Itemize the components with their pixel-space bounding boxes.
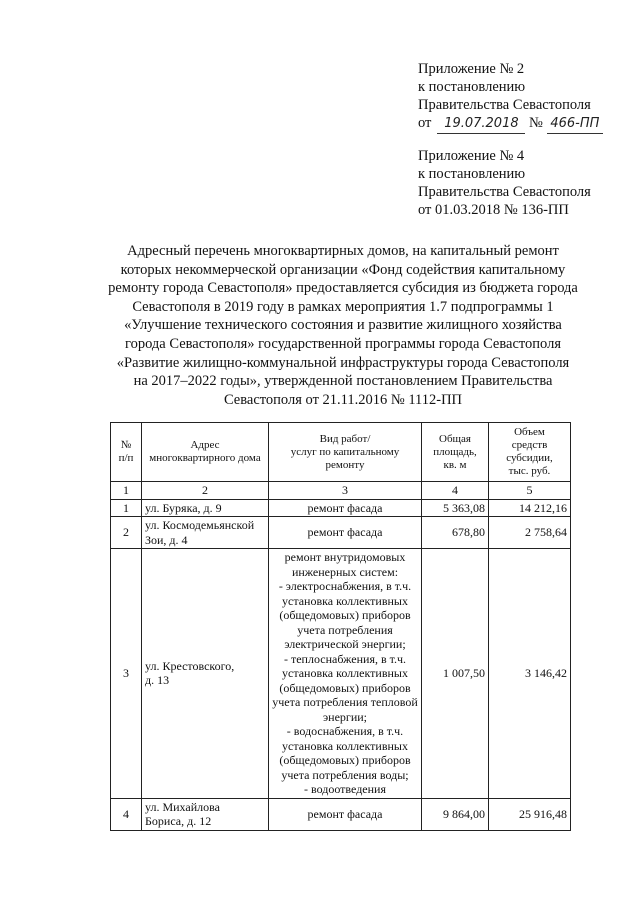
row-subsidy: 2 758,64 [489,517,571,549]
table-row [111,798,571,830]
heading-line: города Севастополя» государственной программы города Севастополя [124,335,562,352]
header-work: Вид работ/ услуг по капитальному ремонту [269,423,422,482]
table-header-row [111,423,571,482]
row-subsidy: 3 146,42 [489,549,571,799]
table-row [111,549,571,799]
row-subsidy: 14 212,16 [489,499,571,517]
row-num: 2 [111,517,142,549]
document-heading [100,242,586,409]
row-area: 9 864,00 [422,798,489,830]
heading-line: Севастополя в 2019 году в рамках мероприятия 1.7 подпрограммы 1 [132,298,554,315]
row-area: 5 363,08 [422,499,489,517]
heading-line: которых некоммерческой организации «Фонд содействия капитальному [120,261,566,278]
header-address: Адрес многоквартирного дома [142,423,269,482]
row-area: 1 007,50 [422,549,489,799]
column-number: 1 [111,482,142,500]
appendix-current-line3: Правительства Севастополя [418,97,591,113]
appendix-current-date-line [418,114,603,134]
table-row [111,499,571,517]
header-subsidy: Объем средств субсидии, тыс. руб. [489,423,571,482]
handwritten-date: 19.07.2018 [437,115,525,134]
heading-line: на 2017–2022 годы», утвержденной постановлением Правительства [133,373,553,390]
heading-line: ремонту города Севастополя» предоставляется субсидия из бюджета города [108,280,578,297]
appendix-original-line2: к постановлению [418,166,526,182]
appendix-current-line2: к постановлению [418,79,526,95]
column-number-row [111,482,571,500]
column-number: 2 [142,482,269,500]
number-prefix: № [529,115,543,131]
appendix-original-line1: Приложение № 4 [418,148,525,164]
appendix-current-line1: Приложение № 2 [418,61,525,77]
appendix-original-line4: от 01.03.2018 № 136-ПП [418,202,569,218]
appendix-original-line3: Правительства Севастополя [418,184,591,200]
column-number: 3 [269,482,422,500]
heading-line: «Развитие жилищно-коммунальной инфраструктуры города Севастополя [116,354,570,371]
address-list-table [110,422,571,831]
row-work: ремонт фасада [269,798,422,830]
date-prefix: от [418,115,432,131]
heading-line: Адресный перечень многоквартирных домов, на капитальный ремонт [127,243,559,259]
column-number: 4 [422,482,489,500]
appendix-current-block [418,60,603,134]
heading-line: Севастополя от 21.11.2016 № 1112-ПП [223,391,463,408]
row-num: 4 [111,798,142,830]
header-num: № п/п [111,423,142,482]
row-subsidy: 25 916,48 [489,798,571,830]
header-area: Общая площадь, кв. м [422,423,489,482]
row-work: ремонт фасада [269,517,422,549]
row-address: ул. Крестовского, д. 13 [142,549,269,799]
heading-line: «Улучшение технического состояния и развитие жилищного хозяйства [124,317,562,334]
table-row [111,517,571,549]
column-number: 5 [489,482,571,500]
row-work: ремонт фасада [269,499,422,517]
row-address: ул. Космодемьянской Зои, д. 4 [142,517,269,549]
handwritten-number: 466-ПП [547,115,603,134]
row-num: 1 [111,499,142,517]
row-num: 3 [111,549,142,799]
row-area: 678,80 [422,517,489,549]
row-address: ул. Буряка, д. 9 [142,499,269,517]
row-work: ремонт внутридомовых инженерных систем: - электроснабжения, в т.ч. установка коллективных (общедомовых) приборов учета потребления электрической энергии; - теплоснабжения, в т.ч. установка коллективных (общедомовых) приборов учета потребления тепловой энергии; - водоснабжения, в т.ч. установка коллективных (общедомовых) приборов учета потребления воды; - водоотведения [269,549,422,799]
row-address: ул. Михайлова Бориса, д. 12 [142,798,269,830]
appendix-original-block [418,147,591,219]
